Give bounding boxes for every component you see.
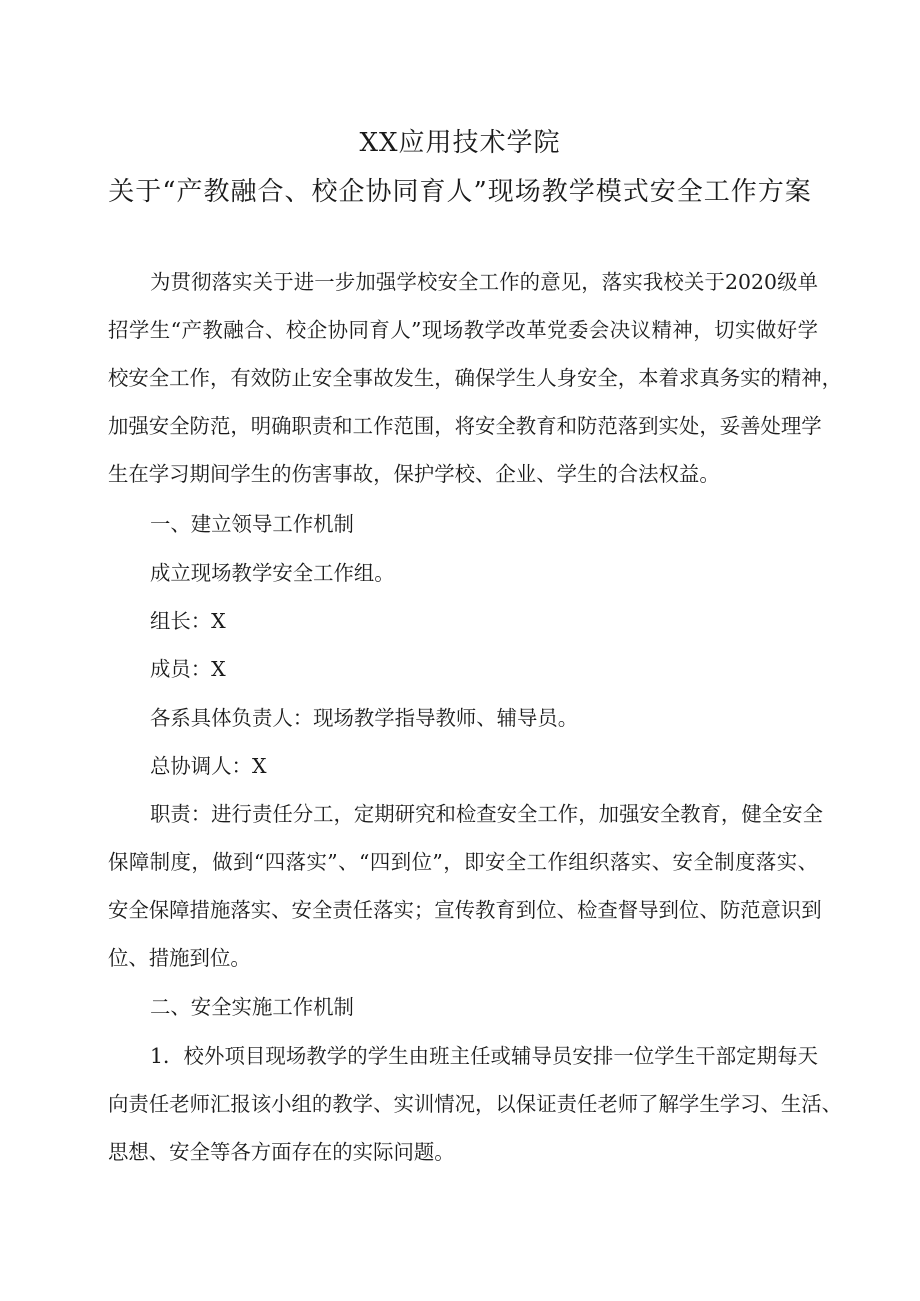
section-heading-leadership: 一、建立领导工作机制 xyxy=(150,512,354,536)
paragraph-intro-line: 校安全工作，有效防止安全事故发生，确保学生人身安全，本着求真务实的精神， xyxy=(108,366,843,390)
department-heads-line: 各系具体负责人：现场教学指导教师、辅导员。 xyxy=(150,706,579,730)
paragraph-intro-line: 为贯彻落实关于进一步加强学校安全工作的意见，落实我校关于2020级单 xyxy=(150,270,818,294)
duties-line: 安全保障措施落实、安全责任落实；宣传教育到位、检查督导到位、防范意识到 xyxy=(108,898,822,922)
coordinator-line: 总协调人：X xyxy=(150,754,267,778)
document-title-subject: 关于“产教融合、校企协同育人”现场教学模式安全工作方案 xyxy=(108,177,812,207)
section-heading-safety: 二、安全实施工作机制 xyxy=(150,995,354,1019)
document-title-institution: XX应用技术学院 xyxy=(359,128,561,158)
duties-line: 位、措施到位。 xyxy=(108,946,251,970)
section-intro: 成立现场教学安全工作组。 xyxy=(150,561,395,585)
paragraph-intro-line: 招学生“产教融合、校企协同育人”现场教学改革党委会决议精神，切实做好学 xyxy=(108,318,818,342)
members-line: 成员：X xyxy=(150,657,226,681)
paragraph-intro-line: 生在学习期间学生的伤害事故，保护学校、企业、学生的合法权益。 xyxy=(108,462,720,486)
duties-line: 职责：进行责任分工，定期研究和检查安全工作，加强安全教育，健全安全 xyxy=(150,802,823,826)
item-1-line: 向责任老师汇报该小组的教学、实训情况，以保证责任老师了解学生学习、生活、 xyxy=(108,1092,843,1116)
item-1-line: 1．校外项目现场教学的学生由班主任或辅导员安排一位学生干部定期每天 xyxy=(150,1044,818,1068)
paragraph-intro-line: 加强安全防范，明确职责和工作范围，将安全教育和防范落到实处，妥善处理学 xyxy=(108,414,822,438)
leader-line: 组长：X xyxy=(150,609,226,633)
item-1-line: 思想、安全等各方面存在的实际问题。 xyxy=(108,1140,455,1164)
duties-line: 保障制度，做到“四落实”、“四到位”，即安全工作组织落实、安全制度落实、 xyxy=(108,850,818,874)
